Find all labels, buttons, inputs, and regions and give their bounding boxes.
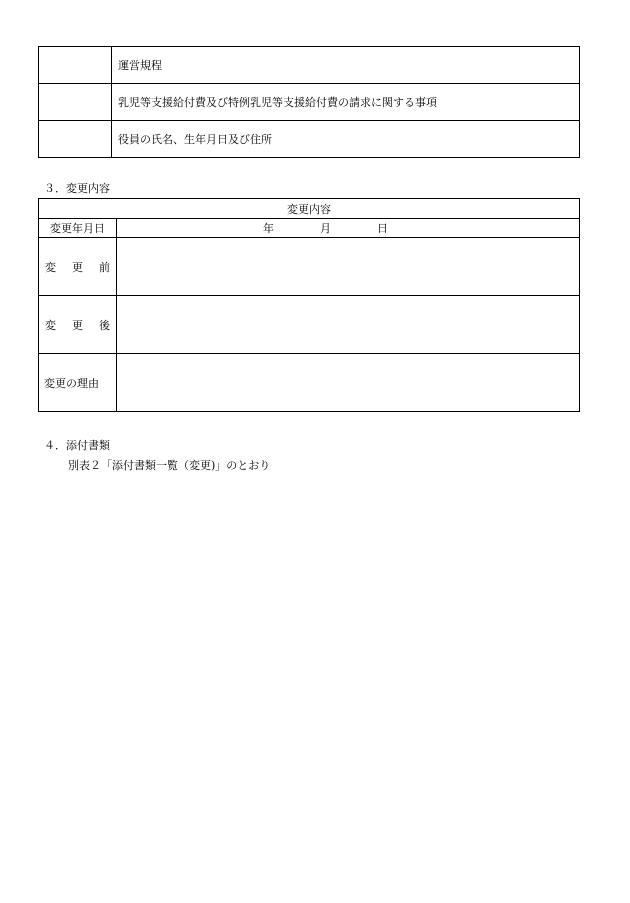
table-row: [39, 47, 580, 84]
section4-body: 別表２「添付書類一覧（変更)」のとおり: [68, 459, 271, 472]
reason-field: [117, 354, 580, 412]
table-header-row: [39, 199, 580, 219]
top-table: [38, 46, 580, 158]
table-row: [39, 84, 580, 121]
after-field: [117, 296, 580, 354]
reason-label: 変更の理由: [39, 354, 117, 412]
before-label: 変 更 前: [39, 238, 117, 296]
blank-cell: [39, 121, 112, 158]
date-label: 変更年月日: [39, 219, 117, 238]
day-label: 日: [377, 222, 388, 235]
blank-cell: [39, 84, 112, 121]
after-label: 変 更 後: [39, 296, 117, 354]
year-label: 年: [263, 222, 274, 235]
month-label: 月: [320, 222, 331, 235]
table-header: 変更内容: [39, 199, 580, 219]
blank-cell: [39, 47, 112, 84]
after-row: [39, 296, 580, 354]
row-text: 役員の氏名、生年月日及び住所: [112, 121, 580, 158]
table-row: [39, 121, 580, 158]
before-row: [39, 238, 580, 296]
row-text: 運営規程: [112, 47, 580, 84]
section3-heading: ３．変更内容: [44, 182, 110, 195]
section4-heading: ４．添付書類: [44, 439, 110, 452]
before-field: [117, 238, 580, 296]
change-table: [38, 198, 580, 412]
date-row: [39, 219, 580, 238]
row-text: 乳児等支援給付費及び特例乳児等支援給付費の請求に関する事項: [112, 84, 580, 121]
reason-row: [39, 354, 580, 412]
date-field: [117, 219, 580, 238]
